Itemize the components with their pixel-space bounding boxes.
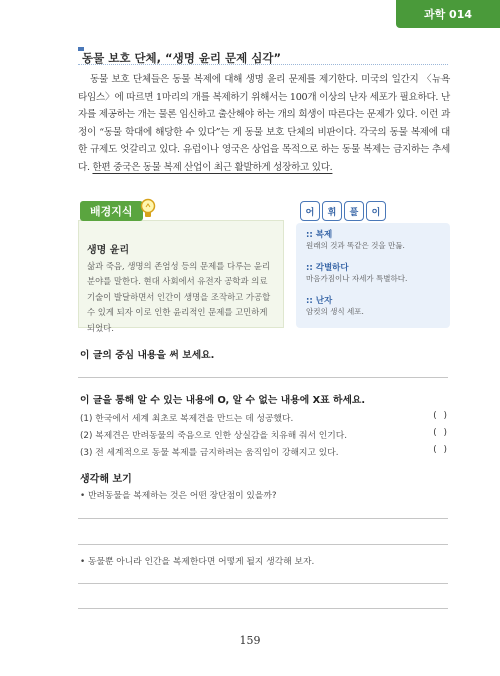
tf-item-text: (1) 한국에서 세계 최초로 복제견을 만드는 데 성공했다. (80, 414, 294, 424)
background-term: 생명 윤리 (87, 245, 130, 256)
vocab-tag-char: 풀 (344, 201, 364, 221)
vocabulary-tag (296, 201, 450, 221)
vocab-definition: 암컷의 생식 세포. (306, 307, 364, 316)
passage-text: 동물 보호 단체들은 동물 복제에 대해 생명 윤리 문제를 제기한다. 미국의 일간지 〈뉴욕 타임스〉에 따르면 1마리의 개를 복제하기 위해서는 100개 이상의 난자 세포가 필요하다. 난자를 제공하는 개는 물론 임신하고 출산해야 하는 개의 희생이 따른다는 문제가 있다. 이런 과정이 “동물 학대에 해당한 수 있다”는 게 동물 보호 단체의 비판이다. 각국의 동물 복제에 대한 규제도 엇갈리고 있다. 유럽이나 영국은 상업을 목적으로 하는 동물 복제는 금지하는 추세다. (78, 74, 450, 173)
background-description: 삶과 죽음, 생명의 존엄성 등의 문제를 다루는 윤리 분야를 말한다. 현대 사회에서 유전자 공학과 의료 기술이 발달하면서 인간이 생명을 조작하고 가공할 수 있게 되자 이로 인한 윤리적인 문제를 고민하게 되었다. (87, 261, 271, 333)
background-card (78, 220, 284, 333)
vocab-tag-char: 어 (300, 201, 320, 221)
vocab-term: :: 난자 (306, 296, 333, 306)
tf-item-text: (2) 복제견은 반려동물의 죽음으로 인한 상실감을 치유해 줘서 인기다. (80, 431, 348, 441)
vocabulary-list (296, 223, 450, 328)
tf-item-text: (3) 전 세계적으로 동물 복제를 금지하려는 움직임이 강해지고 있다. (80, 448, 339, 458)
vocabulary-card (296, 201, 450, 328)
tf-item (80, 445, 448, 458)
answer-line[interactable] (78, 377, 448, 378)
article-title: 동물 보호 단체, “생명 윤리 문제 심각” (82, 51, 282, 65)
question-main-idea: 이 글의 중심 내용을 써 보세요. (80, 350, 215, 361)
question-true-false: 이 글을 통해 알 수 있는 내용에 O, 알 수 없는 내용에 X표 하세요. (80, 395, 366, 406)
tf-answer-box[interactable]: ( ) (432, 411, 448, 421)
think-question: • 동물뿐 아니라 인간을 복제한다면 어떻게 될지 생각해 보자. (80, 557, 315, 567)
title-divider (78, 64, 448, 65)
tf-answer-box[interactable]: ( ) (432, 445, 448, 455)
article-passage (78, 71, 450, 177)
answer-line[interactable] (78, 608, 448, 609)
tf-item (80, 411, 448, 424)
vocab-tag-char: 휘 (322, 201, 342, 221)
vocab-term: :: 복제 (306, 230, 333, 240)
page-number: 159 (239, 634, 261, 647)
section-tab: 과학 014 (396, 0, 500, 28)
tf-answer-box[interactable]: ( ) (432, 428, 448, 438)
passage-underlined-text: 한편 중국은 동물 복제 산업이 최근 활발하게 성장하고 있다. (92, 161, 333, 173)
background-tag: 배경지식 (80, 201, 143, 221)
answer-line[interactable] (78, 544, 448, 545)
answer-line[interactable] (78, 518, 448, 519)
vocab-definition: 원래의 것과 똑같은 것을 만듦. (306, 241, 405, 250)
think-question: • 반려동물을 복제하는 것은 어떤 장단점이 있을까? (80, 491, 277, 501)
vocab-tag-char: 이 (366, 201, 386, 221)
tf-item (80, 428, 448, 441)
vocab-term: :: 각별하다 (306, 263, 349, 273)
vocab-definition: 마음가짐이나 자세가 특별하다. (306, 274, 408, 283)
lightbulb-icon (140, 198, 156, 220)
think-section-title: 생각해 보기 (80, 474, 132, 485)
answer-line[interactable] (78, 583, 448, 584)
